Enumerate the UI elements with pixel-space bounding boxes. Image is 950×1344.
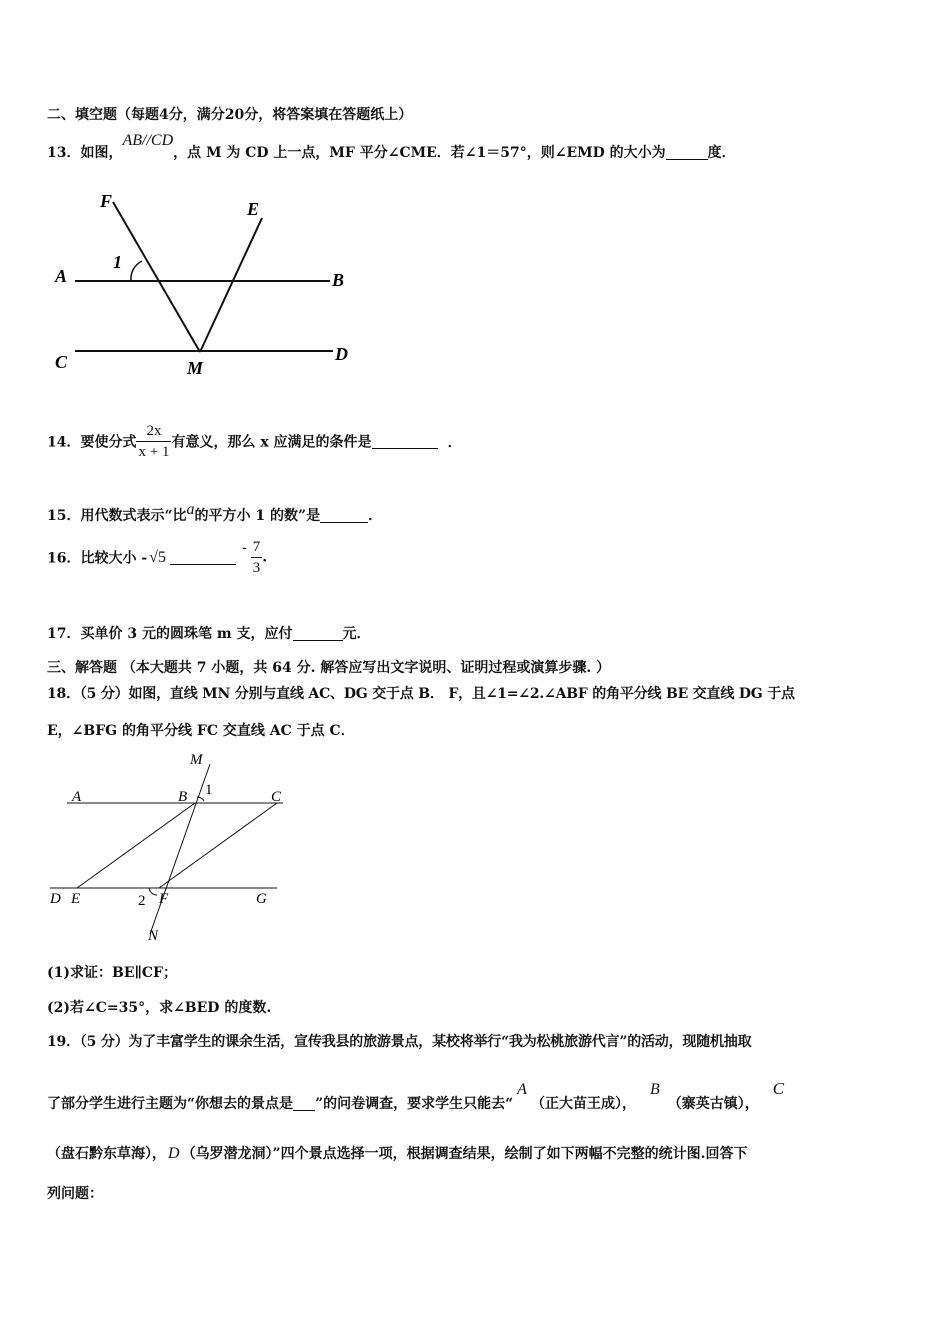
q19-line-3a: （盘石黔东草海）， [47, 1146, 166, 1162]
q14-fraction [136, 422, 171, 461]
q14-text: 有意义，那么 x 应满足的条件是 [171, 434, 372, 451]
q18-part-2: (2)若∠C=35°，求∠BED 的度数. [47, 1000, 272, 1016]
label-b: B [332, 270, 345, 290]
label-d: D [50, 891, 61, 907]
label-1: 1 [113, 252, 122, 272]
label-n: N [148, 928, 159, 944]
question-14 [47, 422, 462, 461]
q14-number: 14．要使分式 [47, 434, 137, 451]
q13-figure [45, 188, 365, 378]
q13-expression: AB//CD [122, 132, 174, 149]
q14-answer-blank[interactable] [372, 434, 438, 449]
label-a: A [72, 789, 82, 805]
q15-text-2: 的平方小 1 的数”是 [194, 508, 321, 524]
q19-option-c: C [772, 1079, 785, 1098]
q18-part-1: (1)求证：BE∥CF； [47, 965, 177, 981]
question-15 [47, 501, 383, 525]
q15-end: ． [368, 508, 383, 524]
q19-line-2a: 了部分学生进行主题为“你想去的景点是 [47, 1096, 294, 1112]
angle-1-arc [131, 261, 142, 281]
section-3-title: 三、解答题 （本大题共 7 小题，共 64 分. 解答应写出文字说明、证明过程或演算步骤. ） [47, 660, 611, 676]
q14-end: ． [447, 434, 462, 451]
label-c: C [55, 352, 68, 372]
q18-line-1: 18．（5 分）如图，直线 MN 分别与直线 AC、DG 交于点 B． F，且∠1=∠2.∠ABF 的角平分线 BE 交直线 DG 于点 [47, 686, 795, 702]
q16-answer-blank[interactable] [170, 550, 236, 565]
q19-survey-blank [293, 1096, 315, 1111]
line-me [200, 218, 262, 352]
question-13 [47, 132, 736, 162]
q13-number: 13．如图， [47, 145, 123, 161]
q13-text: ，点 M 为 CD 上一点，MF 平分∠CME．若∠1＝57°，则∠EMD 的大小为 [173, 145, 666, 161]
q18-figure [45, 748, 305, 948]
q16-minus: - [241, 539, 247, 556]
line-mf [113, 202, 200, 352]
label-2: 2 [138, 893, 146, 909]
q13-answer-blank[interactable] [666, 145, 708, 160]
q16-fraction [251, 538, 263, 577]
q13-unit: 度． [707, 145, 736, 161]
q19-option-a: A [517, 1081, 527, 1098]
q19-line-4: 列问题： [47, 1186, 103, 1202]
q17-end: 元． [342, 626, 371, 642]
label-c: C [271, 789, 282, 805]
q19-line-3 [47, 1143, 748, 1163]
q19-option-d: D [168, 1145, 180, 1162]
q19-option-b-text: （寨英古镇）， [667, 1096, 759, 1112]
q14-frac-numerator: 2x [136, 422, 171, 442]
label-b: B [178, 789, 188, 805]
label-d: D [335, 344, 348, 364]
q19-line-2b: ”的问卷调查，要求学生只能去“ [315, 1096, 514, 1112]
label-e: E [71, 891, 81, 907]
q18-line-2: E，∠BFG 的角平分线 FC 交直线 AC 于点 C． [47, 723, 355, 739]
q16-end: . [262, 549, 268, 566]
label-f: F [100, 191, 113, 211]
q19-option-a-text: （正大苗王成）， [530, 1096, 636, 1112]
q17-answer-blank[interactable] [293, 626, 343, 641]
q15-variable: a [186, 501, 195, 518]
q16-frac-denominator: 3 [252, 560, 261, 576]
q14-frac-denominator: x + 1 [138, 444, 170, 460]
label-a: A [55, 266, 68, 286]
q15-answer-blank[interactable] [320, 508, 368, 523]
q16-frac-numerator: 7 [251, 538, 263, 558]
question-16 [47, 538, 267, 577]
q19-line-1: 19．（5 分）为了丰富学生的课余生活，宣传我县的旅游景点，某校将举行“我为松桃旅游代言”的活动，现随机抽取 [47, 1034, 752, 1050]
q15-text-1: 15．用代数式表示“比 [47, 508, 187, 524]
section-2-title: 二、填空题（每题4分，满分20分，将答案填在答题纸上） [47, 107, 413, 123]
angle-2-arc [149, 888, 157, 895]
question-17 [47, 623, 371, 643]
q16-text: 16．比较大小 - [47, 550, 148, 567]
label-g: G [256, 891, 267, 907]
q19-option-b: B [649, 1081, 660, 1098]
label-m: M [190, 752, 203, 768]
q16-radical: √5 [149, 548, 166, 566]
q19-line-2 [47, 1079, 785, 1113]
q19-line-3b: （乌罗潜龙洞）”四个景点选择一项，根据调查结果，绘制了如下两幅不完整的统计图.回答下 [181, 1146, 748, 1162]
label-e: E [247, 199, 260, 219]
label-m: M [187, 358, 204, 378]
label-1: 1 [205, 782, 213, 798]
label-f: F [159, 891, 169, 907]
q17-text: 17．买单价 3 元的圆珠笔 m 支，应付 [47, 626, 293, 642]
